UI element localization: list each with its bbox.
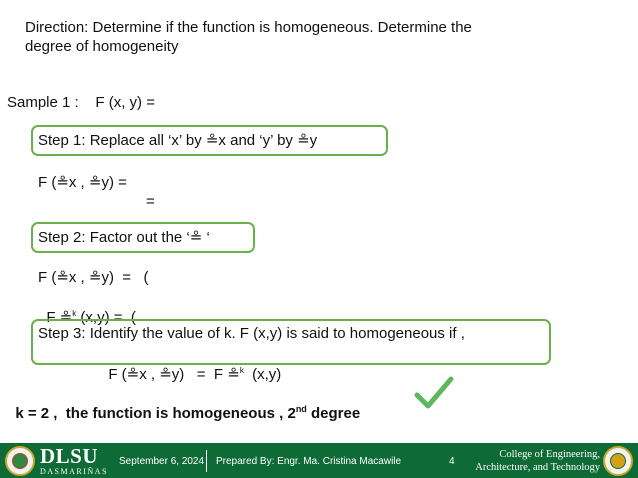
college-seal-icon [603,446,633,476]
step1-text: Step 1: Replace all ‘x’ by ≗x and ‘y’ by ≗y [38,132,318,149]
college-name [475,448,600,474]
direction-line-2: degree of homogeneity [25,38,179,55]
dlsu-seal-icon [5,446,35,476]
step3-line-2 [100,344,281,384]
conclusion-post: degree [306,405,361,422]
step2-eq2-post: (x,y) = ( [76,309,136,326]
step3-line2-post: (x,y) [243,366,282,383]
step2-eq2-pre: F ≗ [46,309,73,326]
checkmark-icon [414,375,454,411]
footer-separator [206,450,207,472]
footer-prepared-by: Prepared By: Engr. Ma. Cristina Macawile [216,456,402,467]
logo-name: DLSU [40,444,99,468]
step2-equation-1: F (≗x , ≗y) = ( [38,269,149,286]
college-line-2: Architecture, and Technology [475,462,600,473]
step1-equation-1: F (≗x , ≗y) = [38,174,127,191]
conclusion [7,382,360,423]
sample-label: Sample 1 : F (x, y) = [7,94,155,111]
step3-line2-sup: k [239,366,244,375]
conclusion-pre: k = 2 , the function is homogeneous , 2 [15,405,296,422]
step1-equation-2: = [146,193,155,210]
footer-bar [0,443,638,478]
footer-date: September 6, 2024 [119,456,205,467]
conclusion-sup: nd [295,404,307,414]
logo-subtitle: DASMARIÑAS [40,467,108,476]
direction-line-1: Direction: Determine if the function is homogeneous. Determine the [25,19,472,36]
college-line-1: College of Engineering, [499,449,600,460]
step3-line-1: Step 3: Identify the value of k. F (x,y) is said to homogeneous if , [38,325,465,342]
page-number: 4 [449,456,455,467]
step2-text: Step 2: Factor out the ‘≗ ‘ [38,229,210,246]
step3-line2-pre: F (≗x , ≗y) = F ≗ [108,366,240,383]
step2-eq2-sup: k [72,309,77,318]
